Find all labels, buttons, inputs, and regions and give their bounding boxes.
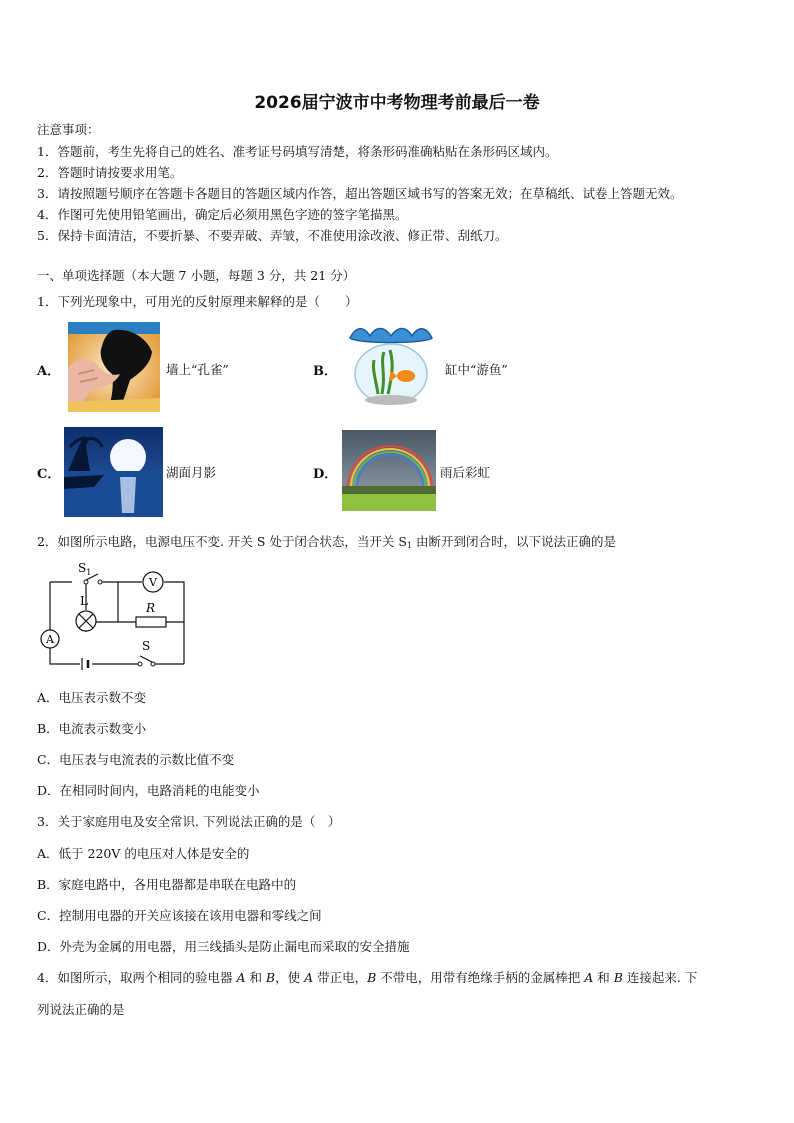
question-4-stem-line2: 列说法正确的是	[37, 1002, 125, 1017]
q2-option: C．电压表与电流表的示数比值不变	[37, 752, 235, 767]
lamp-label: L	[80, 594, 88, 608]
q2-option: D．在相同时间内，电路消耗的电能变小	[37, 783, 260, 798]
question-4-stem: 4．如图所示，取两个相同的验电器 A 和 B，使 A 带正电，B 不带电，用带有绝缘手柄的金属棒把 A 和 B 连接起来. 下	[37, 970, 698, 985]
notice-heading: 注意事项：	[37, 122, 100, 137]
q1-option-c-text: 湖面月影	[166, 465, 217, 480]
resistor-label: R	[146, 601, 156, 615]
q1-option-a-letter: A．	[37, 364, 61, 379]
question-1-stem: 1．下列光现象中，可用光的反射原理来解释的是（ ）	[37, 294, 358, 309]
q1-option-d-text: 雨后彩虹	[440, 465, 491, 480]
fish-bowl-image	[346, 324, 436, 410]
ammeter-label: A	[46, 633, 54, 646]
q3-option: C．控制用电器的开关应该接在该用电器和零线之间	[37, 908, 322, 923]
q1-option-a-text: 墙上“孔雀”	[166, 362, 229, 377]
lake-moon-image	[64, 427, 163, 517]
switch-s1-label: $S_1$	[78, 561, 92, 577]
q3-option: B．家庭电路中，各用电器都是串联在电路中的	[37, 877, 297, 892]
q3-option: D．外壳为金属的用电器，用三线插头是防止漏电而采取的安全措施	[37, 939, 410, 954]
hand-shadow-peacock-image	[68, 322, 160, 412]
q2-option: A．电压表示数不变	[37, 690, 147, 705]
notice-item: 3．请按照题号顺序在答题卡各题目的答题区域内作答，超出答题区域书写的答案无效；在草稿纸、试卷上答题无效。	[37, 186, 683, 201]
question-3-stem: 3．关于家庭用电及安全常识. 下列说法正确的是（ ）	[37, 814, 341, 829]
rainbow-image	[342, 430, 436, 511]
notice-item: 2．答题时请按要求用笔。	[37, 165, 183, 180]
page-title: 2026届宁波市中考物理考前最后一卷	[254, 93, 540, 113]
q1-option-b-text: 缸中“游鱼”	[445, 362, 508, 377]
notice-item: 1．答题前，考生先将自己的姓名、准考证号码填写清楚，将条形码准确粘贴在条形码区域内。	[37, 144, 558, 159]
section-heading: 一、单项选择题（本大题 7 小题，每题 3 分，共 21 分）	[37, 268, 356, 283]
voltmeter-label: V	[149, 576, 157, 589]
q1-option-d-letter: D．	[313, 467, 338, 482]
q2-option: B．电流表示数变小	[37, 721, 147, 736]
q1-option-b-letter: B．	[313, 364, 337, 379]
q3-option: A．低于 220V 的电压对人体是安全的	[37, 846, 250, 861]
q1-option-c-letter: C．	[37, 467, 61, 482]
switch-s-label: S	[142, 639, 151, 653]
circuit-diagram	[36, 560, 194, 672]
notice-item: 4．作图可先使用铅笔画出，确定后必须用黑色字迹的签字笔描黑。	[37, 207, 408, 222]
question-2-stem: 2．如图所示电路，电源电压不变. 开关 S 处于闭合状态，当开关 $S_1$ 由断开到闭合时，以下说法正确的是	[37, 534, 617, 550]
notice-item: 5．保持卡面清洁，不要折暴、不要弄破、弄皱，不准使用涂改液、修正带、刮纸刀。	[37, 228, 508, 243]
